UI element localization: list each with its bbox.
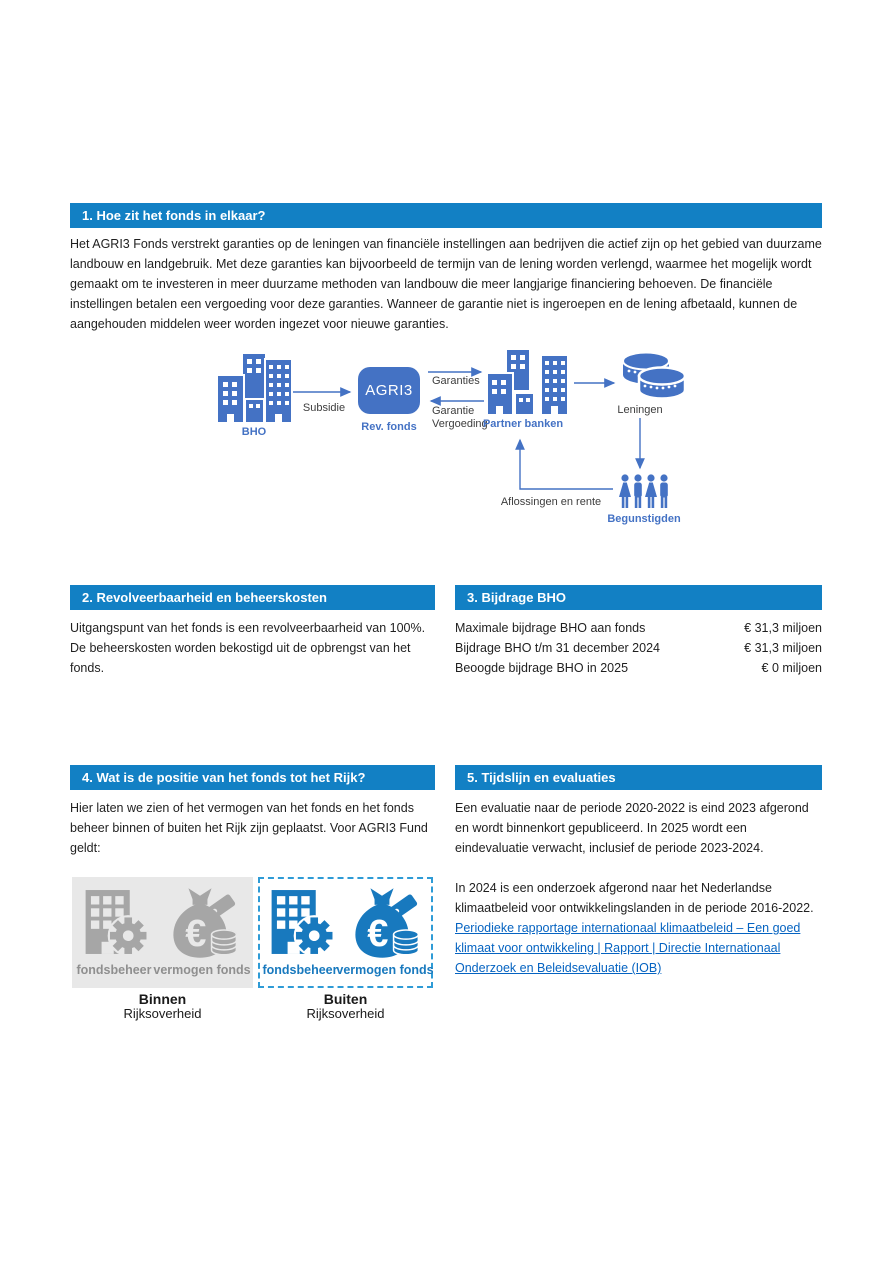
section2-header	[70, 585, 435, 610]
section1-header	[70, 203, 822, 228]
fondsbeheer-building-gear-icon	[264, 885, 334, 959]
section4-header	[70, 765, 435, 790]
row-value: € 31,3 miljoen	[744, 621, 822, 635]
table-row	[455, 658, 822, 678]
row-value: € 0 miljoen	[761, 661, 822, 675]
row-value: € 31,3 miljoen	[744, 641, 822, 655]
bho-contribution-table	[455, 618, 822, 678]
fondsbeheer-building-gear-icon	[78, 885, 148, 959]
section5-body1: Een evaluatie naar de periode 2020-2022 is eind 2023 afgerond en wordt binnenkort gepubliceerd. In 2025 wordt een eindevaluatie verwacht, inclusief de periode 2023-2024.	[455, 801, 809, 855]
vermogen-moneybag-icon	[150, 885, 250, 961]
euro-symbol: €	[185, 913, 207, 956]
row-label: Maximale bijdrage BHO aan fonds	[455, 621, 646, 635]
table-row	[455, 638, 822, 658]
row-label: Beoogde bijdrage BHO in 2025	[455, 661, 629, 675]
fondsbeheer-label: fondsbeheer	[76, 963, 152, 977]
table-row	[455, 618, 822, 638]
section5-title: 5. Tijdslijn en evaluaties	[467, 770, 616, 785]
section5-header	[455, 765, 822, 790]
aflossingen-label: Aflossingen en rente	[500, 496, 602, 508]
section5-body2: In 2024 is een onderzoek afgerond naar het Nederlandse klimaatbeleid voor ontwikkelingslanden in de periode 2016-2022.	[455, 881, 814, 915]
begunstigden-label: Begunstigden	[607, 513, 681, 525]
row-label: Bijdrage BHO t/m 31 december 2024	[455, 641, 660, 655]
leningen-label: Leningen	[617, 404, 663, 416]
section2-body: Uitgangspunt van het fonds is een revolveerbaarheid van 100%. De beheerskosten worden bekostigd uit de opbrengst van het fonds.	[70, 621, 426, 675]
garantie-vergoeding-label: Garantie Vergoeding	[432, 405, 488, 430]
vermogen-fonds-label: vermogen fonds	[153, 963, 251, 977]
section4-title: 4. Wat is de positie van het fonds tot het Rijk?	[82, 770, 366, 785]
binnen-caption: Binnen	[138, 991, 187, 1007]
section3-title: 3. Bijdrage BHO	[467, 590, 566, 605]
section2-title: 2. Revolveerbaarheid en beheerskosten	[82, 590, 327, 605]
section3-header	[455, 585, 822, 610]
agri3-fund-box	[358, 367, 420, 414]
binnen-rijksoverheid-block	[72, 877, 253, 988]
agri3-label: AGRI3	[365, 382, 413, 399]
section1-title: 1. Hoe zit het fonds in elkaar?	[82, 208, 266, 223]
subsidie-label: Subsidie	[302, 402, 346, 414]
binnen-rijksoverheid-caption: Rijksoverheid	[123, 1006, 202, 1021]
coins-icon	[618, 350, 688, 402]
rev-fonds-label: Rev. fonds	[361, 421, 417, 433]
buiten-caption: Buiten	[323, 991, 368, 1007]
bho-buildings-icon	[214, 352, 294, 424]
bho-label: BHO	[241, 426, 267, 438]
section1-body: Het AGRI3 Fonds verstrekt garanties op de leningen van financiële instellingen aan bedrijven die actief zijn op het gebied van duurzame landbouw en landgebruik. Met deze garanties kan bijvoorbeeld de termijn van de lening worden verlengd, waarmee het mogelijk wordt gemaakt om te investeren in meer duurzame methoden van landbouw die meer langjarige financiering behoeven. De financiële instellingen betalen een vergoeding voor deze garanties. Wanneer de garantie niet is ingeroepen en de lening afbetaald, kunnen de aangehouden middelen weer worden ingezet voor nieuwe garanties.	[70, 237, 822, 331]
fondsbeheer-label: fondsbeheer	[262, 963, 338, 977]
partner-banken-buildings-icon	[486, 348, 570, 416]
vermogen-moneybag-icon	[332, 885, 432, 961]
iob-report-link[interactable]: Periodieke rapportage internationaal klimaatbeleid – Een goed klimaat voor ontwikkeling | Rapport | Directie Internationaal Onderzoek en Beleidsevaluatie (IOB)	[455, 921, 801, 975]
people-icon	[618, 474, 670, 510]
euro-symbol: €	[367, 913, 389, 956]
garanties-label: Garanties	[432, 375, 480, 387]
section4-body: Hier laten we zien of het vermogen van het fonds en het fonds beheer binnen of buiten het Rijk zijn geplaatst. Voor AGRI3 Fund geldt:	[70, 801, 428, 855]
buiten-rijksoverheid-caption: Rijksoverheid	[306, 1006, 385, 1021]
vermogen-fonds-label: vermogen fonds	[336, 963, 434, 977]
partner-banken-label: Partner banken	[482, 418, 564, 430]
buiten-rijksoverheid-block	[258, 877, 433, 988]
